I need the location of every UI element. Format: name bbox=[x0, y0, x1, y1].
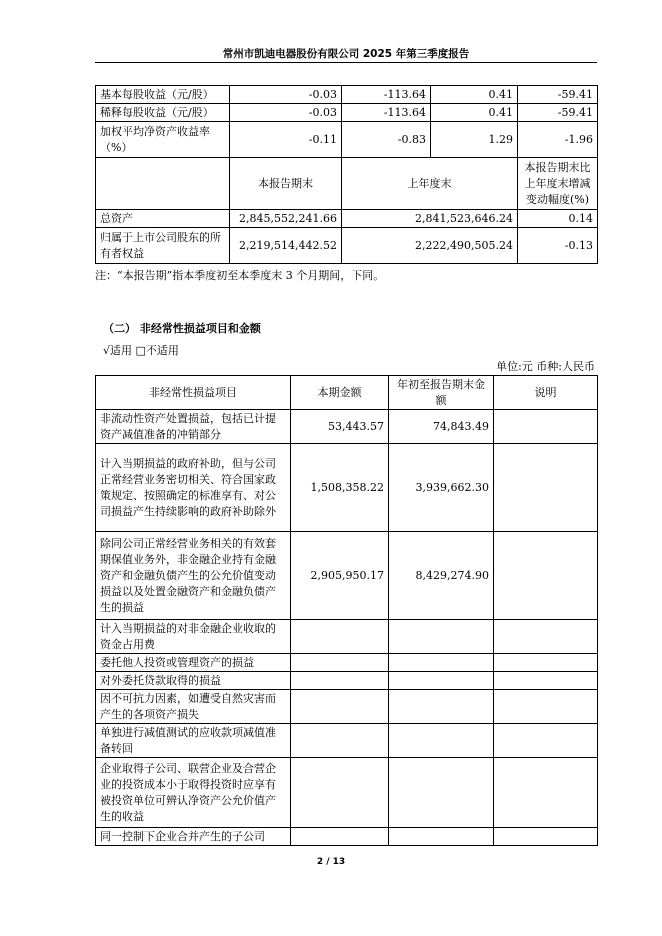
current-amount: 53,443.57 bbox=[291, 410, 389, 444]
item-label: 同一控制下企业合并产生的子公司 bbox=[96, 828, 291, 846]
footnote: 注：“本报告期”指本季度初至本季度末 3 个月期间，下同。 bbox=[95, 269, 385, 282]
empty-header-cell bbox=[96, 158, 230, 210]
cell-value: 1.29 bbox=[431, 122, 518, 158]
column-header: 非经常性损益项目 bbox=[96, 376, 291, 410]
non-recurring-items-table bbox=[95, 375, 598, 846]
current-amount bbox=[291, 758, 389, 828]
cell-value: -113.64 bbox=[342, 86, 431, 104]
row-label: 加权平均净资产收益率（%） bbox=[96, 122, 230, 158]
section-title: （二） 非经常性损益项目和金额 bbox=[103, 322, 261, 335]
description bbox=[494, 672, 598, 690]
table-row bbox=[96, 444, 598, 532]
ytd-amount bbox=[389, 828, 494, 846]
current-amount bbox=[291, 620, 389, 654]
item-label: 非流动性资产处置损益，包括已计提资产减值准备的冲销部分 bbox=[96, 410, 291, 444]
description bbox=[494, 828, 598, 846]
ytd-amount bbox=[389, 620, 494, 654]
description bbox=[494, 444, 598, 532]
item-label: 委托他人投资或管理资产的损益 bbox=[96, 654, 291, 672]
current-amount bbox=[291, 654, 389, 672]
ytd-amount bbox=[389, 690, 494, 724]
cell-value: 2,841,523,646.24 bbox=[342, 210, 518, 228]
cell-value: -0.83 bbox=[342, 122, 431, 158]
description bbox=[494, 620, 598, 654]
item-label: 计入当期损益的对非金融企业收取的资金占用费 bbox=[96, 620, 291, 654]
table-row bbox=[96, 828, 598, 846]
item-label: 除同公司正常经营业务相关的有效套期保值业务外，非金融企业持有金融资产和金融负债产生的公允价值变动损益以及处置金融资产和金融负债产生的损益 bbox=[96, 532, 291, 620]
table-row bbox=[96, 724, 598, 758]
table-row bbox=[96, 122, 598, 158]
table-row bbox=[96, 654, 598, 672]
table-header-row bbox=[96, 376, 598, 410]
cell-value: 0.14 bbox=[518, 210, 598, 228]
current-amount bbox=[291, 672, 389, 690]
current-amount bbox=[291, 724, 389, 758]
row-label: 归属于上市公司股东的所有者权益 bbox=[96, 228, 230, 264]
current-amount: 2,905,950.17 bbox=[291, 532, 389, 620]
column-header: 本报告期末比上年度末增减变动幅度(%) bbox=[518, 158, 598, 210]
table-row bbox=[96, 690, 598, 724]
cell-value: 2,219,514,442.52 bbox=[230, 228, 342, 264]
page-number: 2 / 13 bbox=[316, 857, 346, 867]
cell-value: -0.03 bbox=[230, 104, 342, 122]
ytd-amount bbox=[389, 672, 494, 690]
table-row bbox=[96, 532, 598, 620]
cell-value: 2,845,552,241.66 bbox=[230, 210, 342, 228]
description bbox=[494, 724, 598, 758]
cell-value: -59.41 bbox=[518, 104, 598, 122]
column-header: 说明 bbox=[494, 376, 598, 410]
current-amount: 1,508,358.22 bbox=[291, 444, 389, 532]
table-row bbox=[96, 758, 598, 828]
item-label: 计入当期损益的政府补助，但与公司正常经营业务密切相关、符合国家政策规定、按照确定的标准享有、对公司损益产生持续影响的政府补助除外 bbox=[96, 444, 291, 532]
current-amount bbox=[291, 828, 389, 846]
table-row bbox=[96, 104, 598, 122]
column-header: 本报告期末 bbox=[230, 158, 342, 210]
ytd-amount: 8,429,274.90 bbox=[389, 532, 494, 620]
description bbox=[494, 532, 598, 620]
ytd-amount bbox=[389, 654, 494, 672]
applicable-indicator: √适用 □不适用 bbox=[103, 344, 179, 357]
item-label: 单独进行减值测试的应收款项减值准备转回 bbox=[96, 724, 291, 758]
description bbox=[494, 410, 598, 444]
financial-indicators-table bbox=[95, 85, 598, 264]
item-label: 因不可抗力因素，如遭受自然灾害而产生的各项资产损失 bbox=[96, 690, 291, 724]
current-amount bbox=[291, 690, 389, 724]
cell-value: -1.96 bbox=[518, 122, 598, 158]
cell-value: -0.11 bbox=[230, 122, 342, 158]
description bbox=[494, 690, 598, 724]
table-header-row bbox=[96, 158, 598, 210]
ytd-amount bbox=[389, 758, 494, 828]
cell-value: -0.03 bbox=[230, 86, 342, 104]
cell-value: -59.41 bbox=[518, 86, 598, 104]
table-row bbox=[96, 620, 598, 654]
cell-value: 0.41 bbox=[431, 104, 518, 122]
cell-value: -113.64 bbox=[342, 104, 431, 122]
table-row bbox=[96, 86, 598, 104]
unit-label: 单位:元 币种:人民币 bbox=[496, 360, 595, 373]
column-header: 上年度末 bbox=[342, 158, 518, 210]
item-label: 对外委托贷款取得的损益 bbox=[96, 672, 291, 690]
cell-value: 2,222,490,505.24 bbox=[342, 228, 518, 264]
ytd-amount bbox=[389, 724, 494, 758]
cell-value: -0.13 bbox=[518, 228, 598, 264]
ytd-amount: 3,939,662.30 bbox=[389, 444, 494, 532]
ytd-amount: 74,843.49 bbox=[389, 410, 494, 444]
header-rule bbox=[95, 62, 597, 63]
description bbox=[494, 654, 598, 672]
column-header: 本期金额 bbox=[291, 376, 389, 410]
page-header: 常州市凯迪电器股份有限公司 2025 年第三季度报告 bbox=[222, 48, 470, 60]
row-label: 稀释每股收益（元/股） bbox=[96, 104, 230, 122]
row-label: 总资产 bbox=[96, 210, 230, 228]
table-row bbox=[96, 210, 598, 228]
item-label: 企业取得子公司、联营企业及合营企业的投资成本小于取得投资时应享有被投资单位可辨认净资产公允价值产生的收益 bbox=[96, 758, 291, 828]
table-row bbox=[96, 228, 598, 264]
row-label: 基本每股收益（元/股） bbox=[96, 86, 230, 104]
table-row bbox=[96, 672, 598, 690]
cell-value: 0.41 bbox=[431, 86, 518, 104]
table-row bbox=[96, 410, 598, 444]
column-header: 年初至报告期末金额 bbox=[389, 376, 494, 410]
description bbox=[494, 758, 598, 828]
